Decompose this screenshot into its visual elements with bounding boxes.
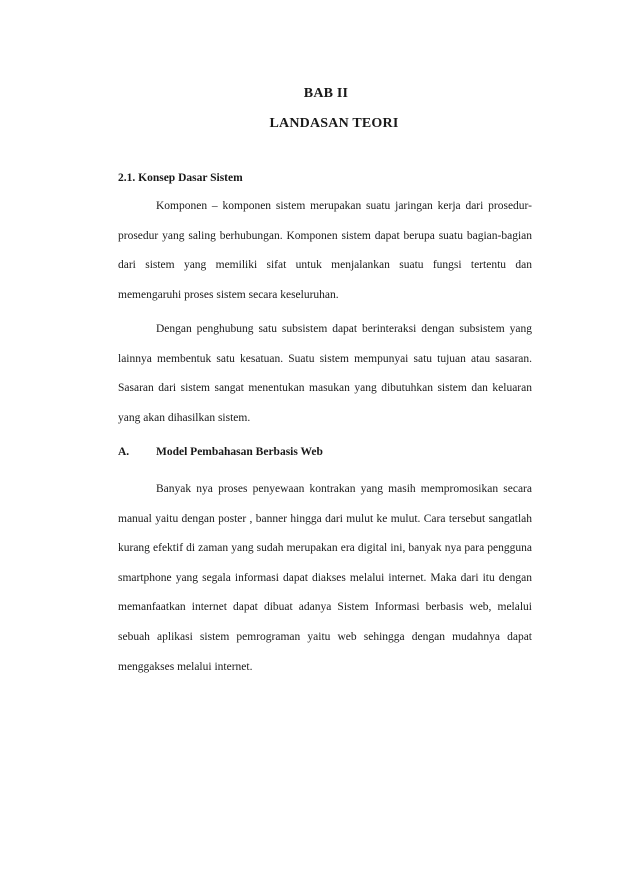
paragraph-komponen-sistem: Komponen – komponen sistem merupakan suatu jaringan kerja dari prosedur-prosedur yang saling berhubungan. Komponen sistem dapat berupa suatu bagian-bagian dari sistem yang memiliki sifat untuk menjalankan suatu fungsi tertentu dan memengaruhi proses sistem secara keseluruhan. — [118, 200, 532, 301]
paragraph-penyewaan-kontrakan: Banyak nya proses penyewaan kontrakan yang masih mempromosikan secara manual yaitu dengan poster , banner hingga dari mulut ke mulut. Cara tersebut sangatlah kurang efektif di zaman yang sudah merupakan era digital ini, banyak nya para pengguna smartphone yang segala informasi dapat diakses melalui internet. Maka dari itu dengan memanfaatkan internet dapat dibuat adanya Sistem Informasi berbasis web, melalui sebuah aplikasi sistem pemrograman yaitu web sehingga dengan mudahnya dapat menggakses melalui internet. — [118, 483, 532, 673]
chapter-number: BAB II — [303, 86, 349, 101]
section-marker-a: A. — [118, 446, 130, 458]
paragraph-subsistem: Dengan penghubung satu subsistem dapat berinteraksi dengan subsistem yang lainnya membentuk satu kesatuan. Suatu sistem mempunyai satu tujuan atau sasaran. Sasaran dari sistem sangat menentukan masukan yang dibutuhkan sistem dan keluaran yang akan dihasilkan sistem. — [118, 323, 532, 424]
chapter-title: LANDASAN TEORI — [269, 116, 399, 131]
section-heading-a: Model Pembahasan Berbasis Web — [156, 446, 323, 458]
section-heading-2-1: 2.1. Konsep Dasar Sistem — [118, 172, 243, 184]
